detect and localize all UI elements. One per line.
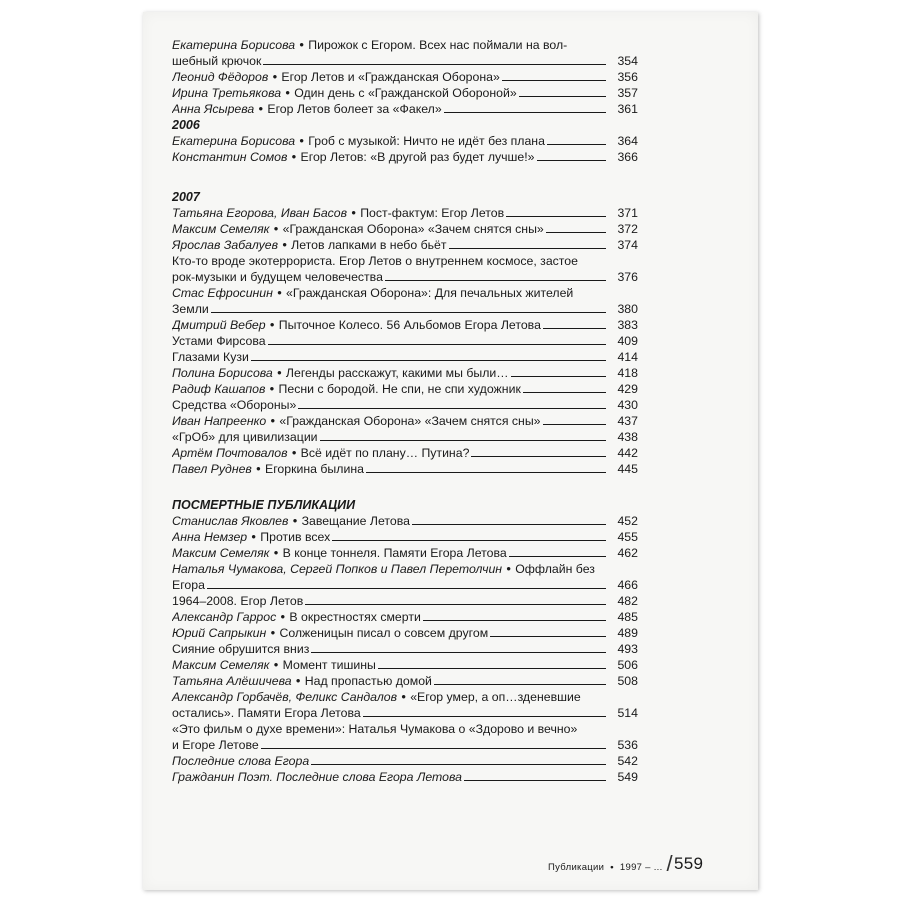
entry-bullet: •: [503, 562, 515, 576]
entry-title: «Это фильм о духе времени»: Наталья Чумакова о «Здорово и вечно»: [172, 722, 578, 736]
entry-page-number: 380: [617, 302, 638, 316]
page-number: 559: [673, 854, 704, 873]
entry-author: Станислав Яковлев: [172, 514, 289, 528]
entry-author: Татьяна Алёшичева: [172, 674, 292, 688]
leader-line: [502, 80, 606, 81]
entry-page-number: 374: [617, 238, 638, 252]
entry-page-number: 445: [617, 462, 638, 476]
entry-title: «Гражданская Оборона» «Зачем снятся сны»: [282, 222, 544, 236]
leader-line: [509, 556, 606, 557]
entry-page-number: 371: [617, 206, 638, 220]
leader-line: [363, 716, 606, 717]
entry-bullet: •: [248, 530, 260, 544]
leader-line: [434, 684, 606, 685]
leader-line: [320, 440, 606, 441]
entry-bullet: •: [273, 366, 285, 380]
entry-bullet: •: [270, 658, 282, 672]
entry-title: и Егоре Летове: [172, 738, 259, 752]
toc-entry: [172, 545, 638, 561]
entry-author: Иван Напреенко: [172, 414, 267, 428]
leader-line: [543, 328, 606, 329]
entry-title: Один день с «Гражданской Обороной»: [294, 86, 517, 100]
entry-title: В конце тоннеля. Памяти Егора Летова: [282, 546, 507, 560]
entry-bullet: •: [266, 318, 278, 332]
entry-author: Стас Ефросинин: [172, 286, 273, 300]
entry-page-number: 364: [617, 134, 638, 148]
entry-title: Егор Летов и «Гражданская Оборона»: [281, 70, 500, 84]
entry-author: Максим Семеляк: [172, 546, 270, 560]
entry-bullet: •: [273, 286, 286, 300]
entry-page-number: 356: [617, 70, 638, 84]
leader-line: [385, 280, 606, 281]
entry-page-number: 376: [617, 270, 638, 284]
entry-page-number: 409: [617, 334, 638, 348]
entry-page-number: 542: [617, 754, 638, 768]
entry-title: Сияние обрушится вниз: [172, 642, 310, 656]
entry-page-number: 455: [617, 530, 638, 544]
entry-title: Кто-то вроде экотеррориста. Егор Летов о внутреннем космосе, застое: [172, 254, 578, 268]
leader-line: [471, 456, 606, 457]
entry-bullet: •: [296, 38, 308, 52]
entry-title: Последние слова Егора: [172, 754, 310, 768]
leader-line: [464, 780, 606, 781]
entry-author: Юрий Сапрыкин: [172, 626, 267, 640]
toc-entry: [172, 37, 638, 69]
toc-entry: [172, 769, 638, 785]
entry-page-number: 466: [617, 578, 638, 592]
toc-entry: [172, 753, 638, 769]
toc-entry: [172, 689, 638, 721]
toc-entry: [172, 593, 638, 609]
leader-line: [444, 112, 606, 113]
entry-author: Ирина Третьякова: [172, 86, 282, 100]
entry-bullet: •: [269, 70, 281, 84]
entry-title: Земли: [172, 302, 209, 316]
footer-range: 1997 – ...: [619, 862, 663, 873]
toc-entry: [172, 133, 638, 149]
leader-line: [207, 588, 606, 589]
toc-entry: [172, 237, 638, 253]
entry-bullet: •: [348, 206, 360, 220]
toc-entry: [172, 101, 638, 117]
leader-line: [251, 360, 606, 361]
leader-line: [261, 748, 606, 749]
entry-author: Татьяна Егорова, Иван Басов: [172, 206, 348, 220]
leader-line: [311, 652, 606, 653]
entry-title: Гроб с музыкой: Ничто не идёт без плана: [308, 134, 545, 148]
entry-author: Ярослав Забалуев: [172, 238, 279, 252]
leader-line: [268, 344, 606, 345]
leader-line: [311, 764, 606, 765]
entry-page-number: 354: [617, 54, 638, 68]
entry-author: Артём Почтовалов: [172, 446, 288, 460]
entry-title: рок-музыки и будущем человечества: [172, 270, 383, 284]
leader-line: [449, 248, 606, 249]
toc-entry: [172, 641, 638, 657]
entry-page-number: 437: [617, 414, 638, 428]
toc-entry: [172, 149, 638, 165]
entry-bullet: •: [270, 546, 282, 560]
entry-title: В окрестностях смерти: [289, 610, 421, 624]
toc-entry: [172, 397, 638, 413]
entry-title: Пост-фактум: Егор Летов: [360, 206, 505, 220]
entry-page-number: 508: [617, 674, 638, 688]
leader-line: [506, 216, 606, 217]
toc-entry: [172, 253, 638, 285]
leader-line: [511, 376, 606, 377]
entry-author: Дмитрий Вебер: [172, 318, 266, 332]
entry-bullet: •: [282, 86, 294, 100]
toc-entry: [172, 529, 638, 545]
toc-entry: [172, 429, 638, 445]
toc-entry: [172, 317, 638, 333]
leader-line: [305, 604, 606, 605]
toc-entry: [172, 381, 638, 397]
toc-entry: [172, 461, 638, 477]
toc-entry: [172, 365, 638, 381]
entry-author: Леонид Фёдоров: [172, 70, 269, 84]
entry-title: Летов лапками в небо бьёт: [291, 238, 447, 252]
entry-bullet: •: [288, 150, 300, 164]
leader-line: [523, 392, 606, 393]
leader-line: [298, 408, 606, 409]
entry-page-number: 452: [617, 514, 638, 528]
toc-entry: [172, 85, 638, 101]
entry-bullet: •: [252, 462, 264, 476]
leader-line: [490, 636, 606, 637]
entry-author: Анна Немзер: [172, 530, 248, 544]
entry-page-number: 372: [617, 222, 638, 236]
entry-page-number: 357: [617, 86, 638, 100]
entry-title: Средства «Обороны»: [172, 398, 297, 412]
section-heading: ПОСМЕРТНЫЕ ПУБЛИКАЦИИ: [172, 498, 356, 512]
toc-entry: [172, 221, 638, 237]
entry-bullet: •: [267, 626, 279, 640]
toc-entry: [172, 657, 638, 673]
entry-title: Пирожок с Егором. Всех нас поймали на вол-: [308, 38, 568, 52]
entry-author: Екатерина Борисова: [172, 134, 296, 148]
entry-author: Екатерина Борисова: [172, 38, 296, 52]
section-heading: 2007: [172, 190, 200, 204]
entry-title: Егоркина былина: [265, 462, 364, 476]
entry-bullet: •: [267, 414, 279, 428]
toc-entry: [172, 349, 638, 365]
entry-title: «Гражданская Оборона» «Зачем снятся сны»: [279, 414, 541, 428]
toc-entry: [172, 625, 638, 641]
entry-bullet: •: [296, 134, 308, 148]
toc-entry: [172, 205, 638, 221]
leader-line: [537, 160, 606, 161]
entry-title: Егор Летов: «В другой раз будет лучше!»: [300, 150, 535, 164]
leader-line: [543, 424, 606, 425]
entry-page-number: 429: [617, 382, 638, 396]
entry-page-number: 514: [617, 706, 638, 720]
toc-entry: [172, 445, 638, 461]
toc-entry: [172, 609, 638, 625]
entry-bullet: •: [398, 690, 410, 704]
leader-line: [263, 64, 606, 65]
entry-page-number: 361: [617, 102, 638, 116]
entry-title: Глазами Кузи: [172, 350, 249, 364]
entry-title: Егор Летов болеет за «Факел»: [267, 102, 442, 116]
entry-title: Солженицын писал о совсем другом: [279, 626, 489, 640]
entry-title: «Гражданская Оборона»: Для печальных жителей: [286, 286, 574, 300]
entry-bullet: •: [288, 446, 300, 460]
entry-title: Егора: [172, 578, 205, 592]
entry-page-number: 506: [617, 658, 638, 672]
entry-title: Легенды расскажут, какими мы были…: [285, 366, 509, 380]
entry-page-number: 536: [617, 738, 638, 752]
entry-author: Анна Ясырева: [172, 102, 255, 116]
entry-page-number: 485: [617, 610, 638, 624]
leader-line: [547, 144, 606, 145]
entry-title: Устами Фирсова: [172, 334, 266, 348]
toc-entry: [172, 513, 638, 529]
toc-entry: [172, 69, 638, 85]
entry-bullet: •: [270, 222, 282, 236]
entry-author: Радиф Кашапов: [172, 382, 266, 396]
section-heading: 2006: [172, 118, 200, 132]
toc-entry: [172, 285, 638, 317]
leader-line: [412, 524, 606, 525]
leader-line: [378, 668, 606, 669]
leader-line: [366, 472, 606, 473]
entry-title: Оффлайн без: [515, 562, 595, 576]
entry-author: Павел Руднев: [172, 462, 252, 476]
leader-line: [519, 96, 606, 97]
entry-title: Пыточное Колесо. 56 Альбомов Егора Летова: [278, 318, 541, 332]
entry-author: Полина Борисова: [172, 366, 273, 380]
entry-page-number: 442: [617, 446, 638, 460]
toc-entry: [172, 673, 638, 689]
entry-page-number: 414: [617, 350, 638, 364]
entry-author: Константин Сомов: [172, 150, 288, 164]
entry-title: Над пропастью домой: [304, 674, 432, 688]
leader-line: [546, 232, 606, 233]
entry-author: Максим Семеляк: [172, 222, 270, 236]
entry-bullet: •: [255, 102, 267, 116]
entry-title: Против всех: [260, 530, 331, 544]
entry-title: Гражданин Поэт. Последние слова Егора Летова: [172, 770, 462, 784]
entry-title: «ГрОб» для цивилизации: [172, 430, 318, 444]
entry-title: Всё идёт по плану… Путина?: [300, 446, 470, 460]
leader-line: [332, 540, 606, 541]
entry-author: Наталья Чумакова, Сергей Попков и Павел Перетолчин: [172, 562, 503, 576]
entry-bullet: •: [277, 610, 289, 624]
entry-page-number: 462: [617, 546, 638, 560]
leader-line: [423, 620, 606, 621]
entry-page-number: 549: [617, 770, 638, 784]
entry-title: Завещание Летова: [301, 514, 411, 528]
table-of-contents: [172, 37, 638, 785]
entry-title: шебный крючок: [172, 54, 262, 68]
entry-page-number: 482: [617, 594, 638, 608]
entry-page-number: 493: [617, 642, 638, 656]
entry-title: Момент тишины: [282, 658, 376, 672]
entry-page-number: 438: [617, 430, 638, 444]
toc-entry: [172, 413, 638, 429]
entry-bullet: •: [266, 382, 278, 396]
footer-slash: /: [666, 851, 673, 876]
toc-entry: [172, 721, 638, 753]
entry-title: «Егор умер, а оп…зденевшие: [410, 690, 581, 704]
entry-author: Максим Семеляк: [172, 658, 270, 672]
entry-page-number: 366: [617, 150, 638, 164]
toc-entry: [172, 333, 638, 349]
entry-author: Александр Гаррос: [172, 610, 277, 624]
section-gap: [172, 477, 638, 497]
footer-bullet: •: [610, 862, 614, 873]
section-gap: [172, 165, 638, 189]
entry-title: 1964–2008. Егор Летов: [172, 594, 304, 608]
entry-bullet: •: [289, 514, 301, 528]
footer-section: Публикации: [548, 862, 605, 873]
page-footer: [548, 851, 704, 876]
entry-page-number: 430: [617, 398, 638, 412]
entry-page-number: 418: [617, 366, 638, 380]
entry-title: Песни с бородой. Не спи, не спи художник: [278, 382, 521, 396]
entry-author: Александр Горбачёв, Феликс Сандалов: [172, 690, 398, 704]
toc-entry: [172, 561, 638, 593]
entry-bullet: •: [292, 674, 304, 688]
entry-page-number: 383: [617, 318, 638, 332]
entry-page-number: 489: [617, 626, 638, 640]
leader-line: [211, 312, 606, 313]
entry-title: остались». Памяти Егора Летова: [172, 706, 361, 720]
entry-bullet: •: [279, 238, 291, 252]
